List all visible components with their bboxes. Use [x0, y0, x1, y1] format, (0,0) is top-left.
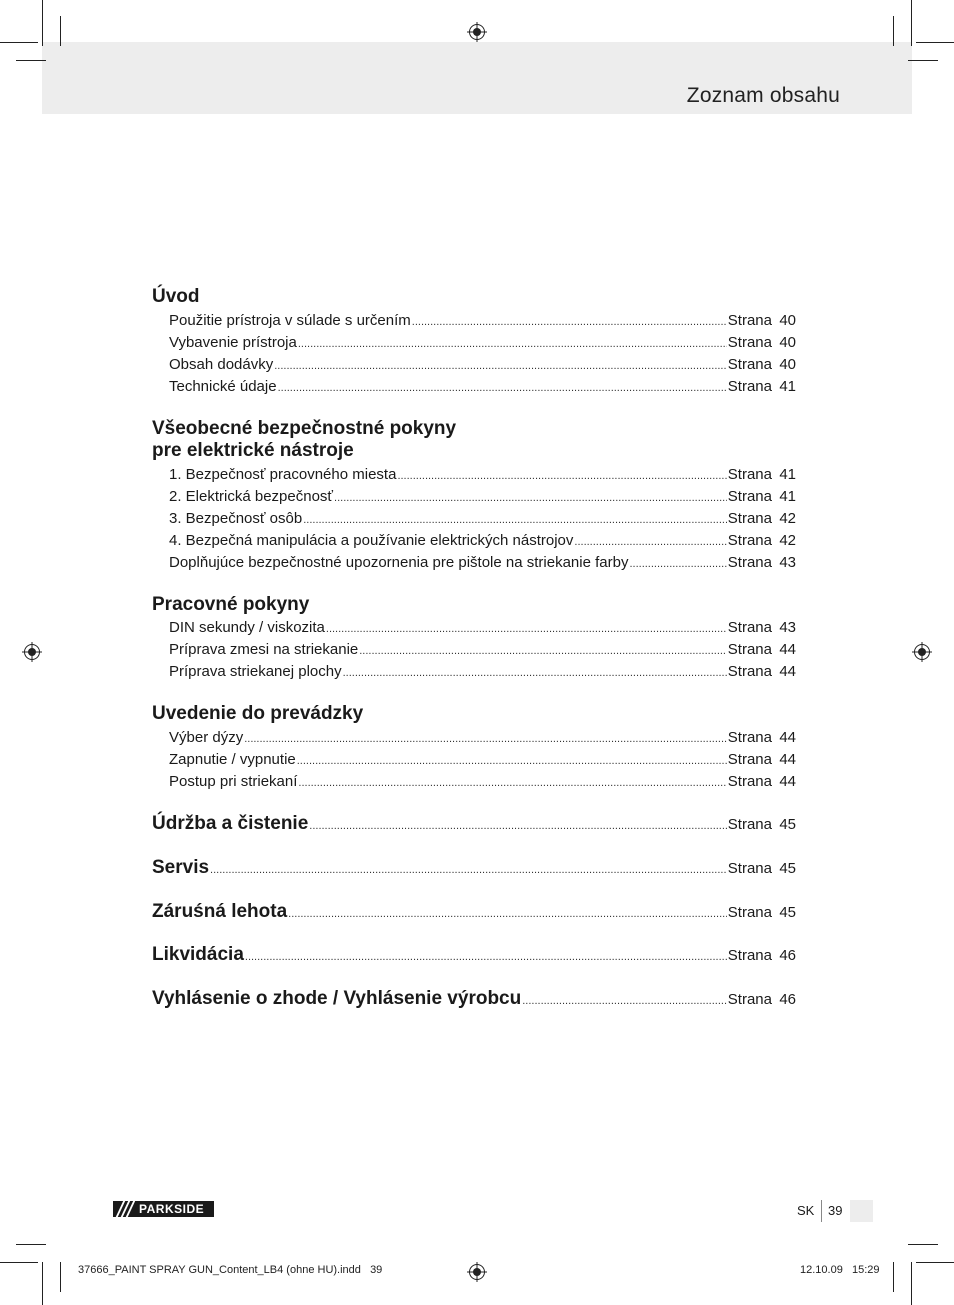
footer-divider — [821, 1200, 822, 1222]
registration-mark-icon — [912, 642, 932, 662]
section-title-uvod: Úvod — [152, 286, 200, 307]
toc-entry[interactable]: Doplňujúce bezpečnostné upozornenia pre pištole na striekanie farby ..... Strana 43 — [169, 554, 796, 571]
toc-entry[interactable]: 4. Bezpečná manipulácia a používanie elektrických nástrojov ..... Strana 42 — [169, 532, 796, 549]
footer-page-number: 39 — [828, 1203, 843, 1218]
section-title-safety: Všeobecné bezpečnostné pokyny — [152, 418, 457, 439]
page-title: Zoznam obsahu — [686, 84, 840, 107]
logo-stripes-icon — [113, 1201, 135, 1217]
footer-tab-box — [850, 1200, 873, 1222]
toc-entry[interactable]: DIN sekundy / viskozita ..... Strana 43 — [169, 619, 796, 636]
registration-mark-icon — [467, 1262, 487, 1282]
toc-major-entry[interactable]: Údržba a čistenie ..... Strana 45 — [152, 813, 796, 835]
toc-entry[interactable]: Technické údaje ..... Strana 41 — [169, 378, 796, 395]
toc-major-entry[interactable]: Likvidácia ..... Strana 46 — [152, 944, 796, 966]
toc-major-entry[interactable]: Záruśná lehota ..... Strana 45 — [152, 901, 796, 923]
toc-entry[interactable]: Postup pri striekaní ..... Strana 44 — [169, 773, 796, 790]
section-title-safety-line2: pre elektrické nástroje — [152, 440, 354, 461]
toc-entry[interactable]: Obsah dodávky ..... Strana 40 — [169, 356, 796, 373]
toc-entry[interactable]: Použitie prístroja v súlade s určením ..... Strana 40 — [169, 312, 796, 329]
print-slug-file: 37666_PAINT SPRAY GUN_Content_LB4 (ohne HU).indd 39 — [78, 1264, 383, 1276]
section-title-work-instructions: Pracovné pokyny — [152, 594, 310, 615]
registration-mark-icon — [467, 22, 487, 42]
toc-entry[interactable]: Vybavenie prístroja ..... Strana 40 — [169, 334, 796, 351]
toc-major-entry[interactable]: Servis ..... Strana 45 — [152, 857, 796, 879]
toc-entry[interactable]: Príprava zmesi na striekanie ..... Strana 44 — [169, 641, 796, 658]
footer-language: SK — [797, 1203, 815, 1218]
toc-entry[interactable]: 1. Bezpečnosť pracovného miesta ..... Strana 41 — [169, 466, 796, 483]
toc-entry[interactable]: Príprava striekanej plochy ..... Strana 44 — [169, 663, 796, 680]
parkside-logo: PARKSIDE — [113, 1201, 214, 1217]
toc-major-entry[interactable]: Vyhlásenie o zhode / Vyhlásenie výrobcu ..... Strana 46 — [152, 988, 796, 1010]
toc-entry[interactable]: Zapnutie / vypnutie ..... Strana 44 — [169, 751, 796, 768]
toc-entry[interactable]: 3. Bezpečnosť osôb ..... Strana 42 — [169, 510, 796, 527]
section-title-commissioning: Uvedenie do prevádzky — [152, 703, 364, 724]
toc-entry[interactable]: 2. Elektrická bezpečnosť ..... Strana 41 — [169, 488, 796, 505]
toc-entry[interactable]: Výber dýzy ..... Strana 44 — [169, 729, 796, 746]
registration-mark-icon — [22, 642, 42, 662]
print-slug-date: 12.10.09 15:29 — [800, 1264, 880, 1276]
